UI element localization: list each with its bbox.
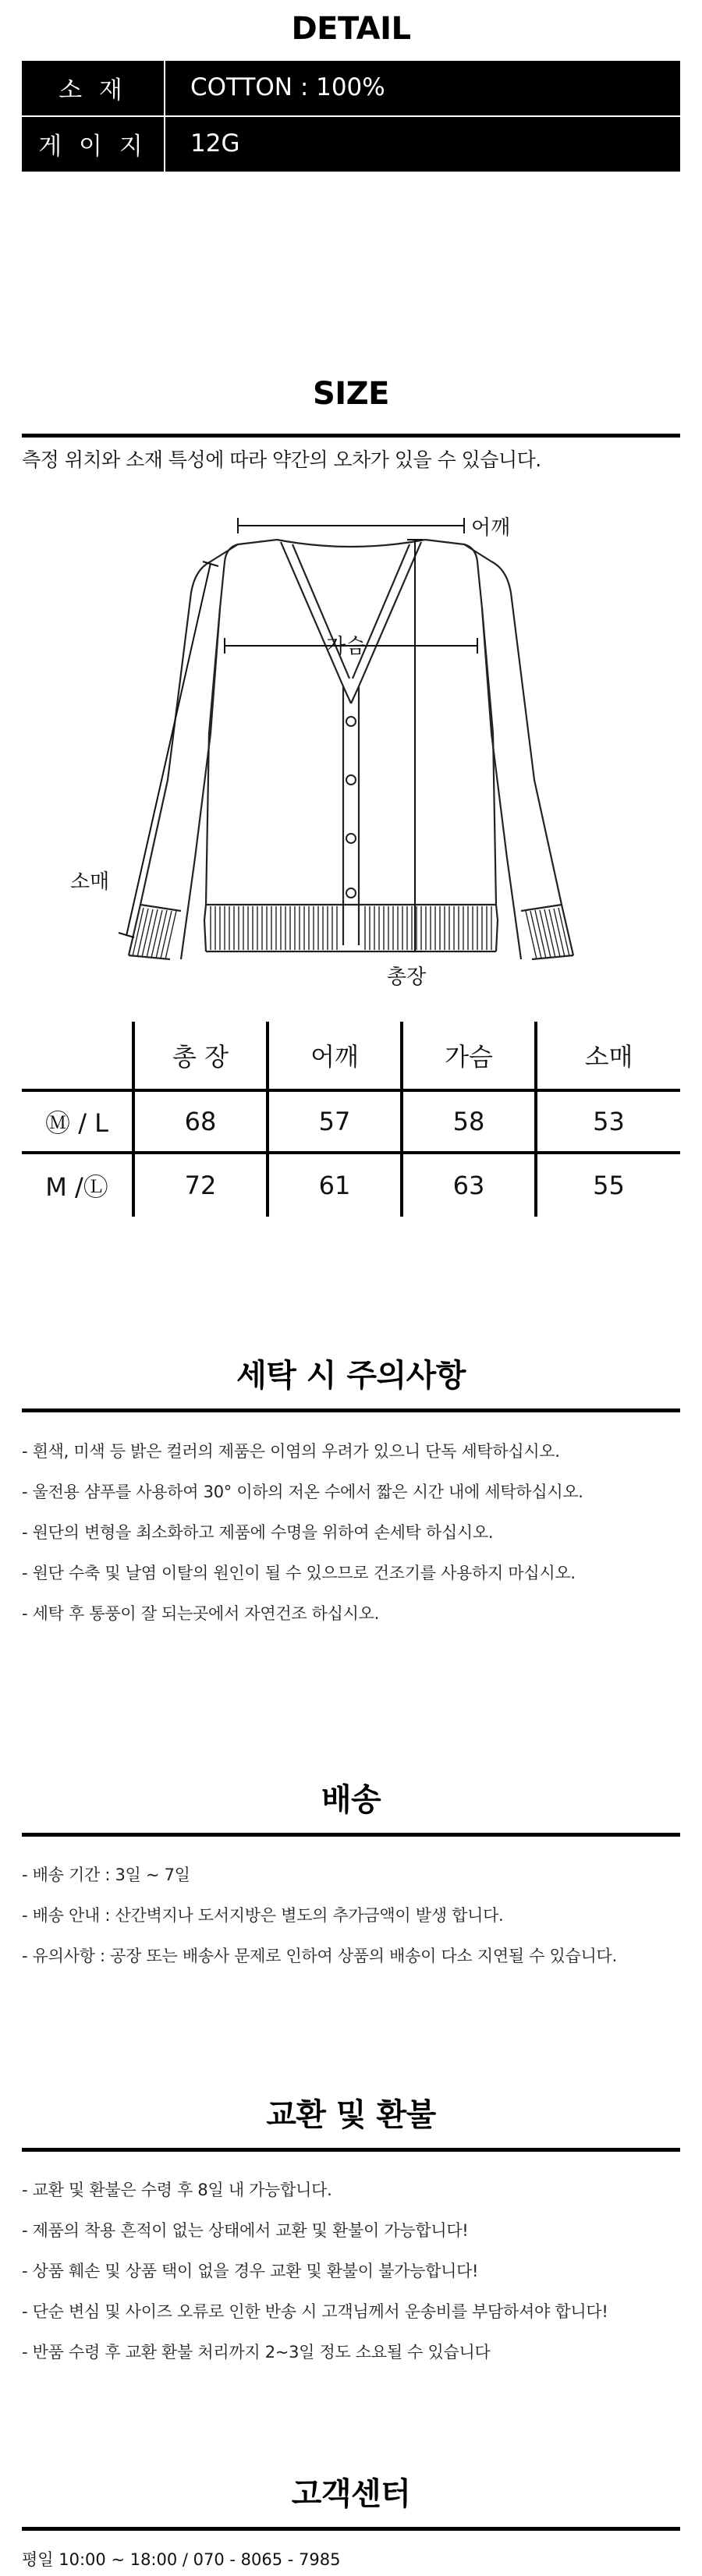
size-label: M /Ⓛ	[45, 1172, 108, 1202]
washing-item: - 원단의 변형을 최소화하고 제품에 수명을 위하여 손세탁 하십시오.	[22, 1523, 494, 1542]
exchange-title: 교환 및 환불	[266, 2097, 436, 2133]
shipping-item: - 유의사항 : 공장 또는 배송사 문제로 인하여 상품의 배송이 다소 지연될 수 있습니다.	[22, 1947, 617, 1965]
washing-item: - 세탁 후 통풍이 잘 되는곳에서 자연건조 하십시오.	[22, 1604, 379, 1623]
washing-rule	[22, 1408, 680, 1412]
label-sleeve: 소매	[70, 870, 110, 894]
size-table	[22, 1022, 680, 1217]
size-title: SIZE	[312, 376, 390, 412]
exchange-rule	[22, 2148, 680, 2152]
exchange-item: - 교환 및 환불은 수령 후 8일 내 가능합니다.	[22, 2181, 332, 2199]
cs-title: 고객센터	[291, 2476, 411, 2512]
size-header: 총 장	[172, 1042, 229, 1072]
detail-value: 12G	[190, 129, 240, 158]
detail-row-gauge	[22, 117, 680, 170]
size-value: 57	[318, 1107, 351, 1136]
exchange-item: - 단순 변심 및 사이즈 오류로 인한 반송 시 고객님께서 운송비를 부담하셔야 합니다!	[22, 2302, 608, 2321]
washing-title: 세탁 시 주의사항	[236, 1358, 466, 1394]
size-header: 어깨	[310, 1042, 359, 1072]
label-chest: 가슴	[326, 635, 366, 658]
washing-item: - 흰색, 미색 등 밝은 컬러의 제품은 이염의 우려가 있으니 단독 세탁하십시오.	[22, 1442, 560, 1461]
size-value: 63	[452, 1171, 485, 1200]
size-value: 55	[593, 1171, 625, 1200]
shipping-rule	[22, 1833, 680, 1837]
size-header: 소매	[584, 1042, 633, 1072]
detail-value: COTTON : 100%	[190, 73, 385, 101]
cs-hours: 평일 10:00 ~ 18:00 / 070 - 8065 - 7985	[22, 2550, 341, 2569]
detail-table	[22, 61, 680, 172]
cs-rule	[22, 2527, 680, 2531]
size-header: 가슴	[445, 1042, 493, 1072]
size-value: 58	[452, 1107, 485, 1136]
shipping-item: - 배송 안내 : 산간벽지나 도서지방은 별도의 추가금액이 발생 합니다.	[22, 1906, 504, 1925]
washing-item: - 원단 수축 및 날염 이탈의 원인이 될 수 있으므로 건조기를 사용하지 마십시오.	[22, 1564, 576, 1582]
size-note: 측정 위치와 소재 특성에 따라 약간의 오차가 있을 수 있습니다.	[22, 448, 541, 471]
size-value: 61	[318, 1171, 351, 1200]
size-value: 68	[184, 1107, 217, 1136]
detail-label: 게 이 지	[38, 132, 147, 161]
exchange-item: - 상품 훼손 및 상품 택이 없을 경우 교환 및 환불이 불가능합니다!	[22, 2262, 479, 2280]
shipping-title: 배송	[321, 1782, 381, 1818]
exchange-item: - 반품 수령 후 교환 환불 처리까지 2~3일 정도 소요될 수 있습니다	[22, 2343, 491, 2362]
size-rule	[22, 434, 680, 438]
label-shoulder: 어깨	[471, 516, 511, 540]
cardigan-size-diagram	[0, 499, 702, 998]
size-label: Ⓜ / L	[45, 1108, 108, 1138]
label-length: 총장	[387, 966, 427, 989]
detail-row-material	[22, 61, 680, 114]
detail-label: 소 재	[58, 76, 127, 105]
shipping-item: - 배송 기간 : 3일 ~ 7일	[22, 1866, 190, 1884]
washing-item: - 울전용 샴푸를 사용하여 30° 이하의 저온 수에서 짧은 시간 내에 세탁하십시오.	[22, 1483, 583, 1501]
size-value: 53	[593, 1107, 625, 1136]
detail-title: DETAIL	[291, 11, 411, 47]
exchange-item: - 제품의 착용 흔적이 없는 상태에서 교환 및 환불이 가능합니다!	[22, 2221, 469, 2240]
size-value: 72	[184, 1171, 217, 1200]
